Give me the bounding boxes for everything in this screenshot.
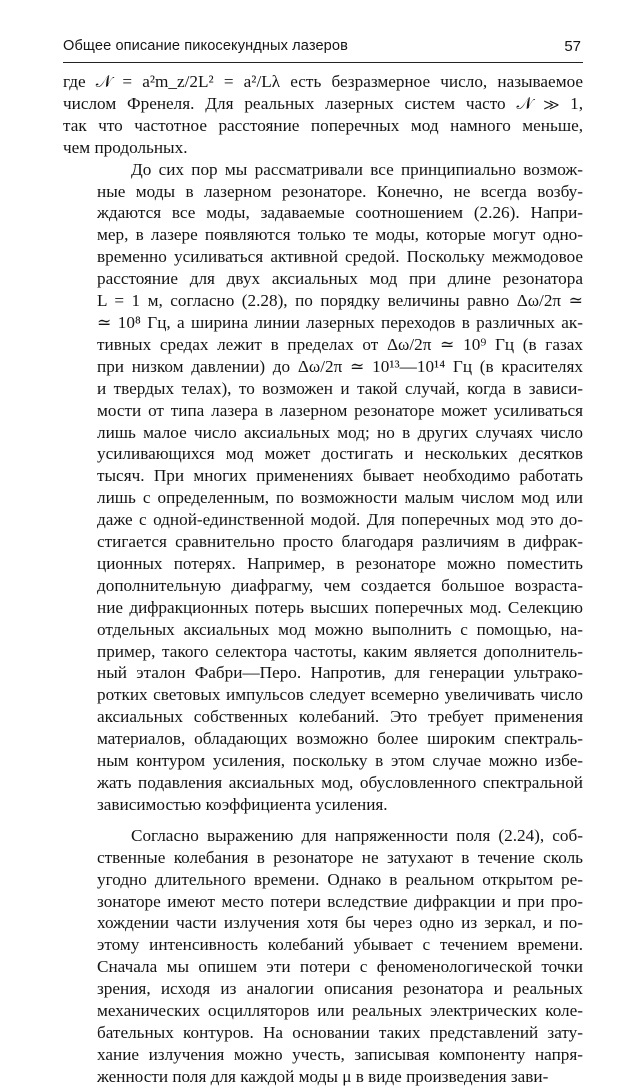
text-line: этому интенсивность колебаний убывает с течением времени. — [97, 935, 583, 955]
text-line: ционных потерях. Например, в резонаторе можно поместить — [97, 553, 583, 573]
paragraph-gap — [63, 816, 583, 825]
text-line: Согласно выражению для напряженности поля (2.24), соб- — [131, 825, 583, 845]
text-line: аксиальных собственных колебаний. Это требует применения — [97, 707, 583, 727]
text-line: отдельных аксиальных мод можно выполнить с помощью, на- — [97, 619, 583, 639]
running-header — [63, 38, 583, 63]
text-line: хание излучения можно учесть, записывая компоненту напря- — [97, 1044, 583, 1064]
text-line: мер, в лазере появляются только те моды, которые могут одно- — [97, 225, 583, 245]
text-line: тивных средах лежит в пределах от Δω/2π ≃ 10⁹ Гц (в газах — [97, 334, 583, 354]
text-line: усиливающихся мод может достигать и нескольких десятков — [97, 444, 583, 464]
text-line: временно усиливаться активной средой. Поскольку межмодовое — [97, 247, 583, 267]
text-line: женности поля для каждой моды μ в виде произведения зави- — [97, 1066, 549, 1086]
text-line: ние дифракционных потерь высших поперечных мод. Селекцию — [97, 597, 583, 617]
text-line: ные моды в лазерном резонаторе. Конечно, не всегда возбу- — [97, 181, 583, 201]
text-line: числом Френеля. Для реальных лазерных систем часто 𝒩 ≫ 1, — [63, 93, 583, 113]
paragraph — [63, 71, 583, 159]
text-line: чем продольных. — [63, 137, 188, 157]
text-line: где 𝒩 = a²m_z/2L² = a²/Lλ есть безразмерное число, называемое — [63, 72, 583, 91]
running-title: Общее описание пикосекундных лазеров — [63, 38, 348, 54]
text-line: расстояние для двух аксиальных мод при длине резонатора — [97, 269, 583, 289]
text-line: и твердых телах), то возможен и такой случай, когда в зависи- — [97, 378, 583, 398]
text-line: L = 1 м, согласно (2.28), по порядку величины равно Δω/2π ≃ — [97, 291, 583, 311]
text-line: До сих пор мы рассматривали все принципиально возмож- — [131, 159, 583, 179]
text-line: ный эталон Фабри—Перо. Напротив, для генерации ультрако- — [97, 663, 583, 683]
text-line: Сначала мы опишем эти потери с феноменологической точки — [97, 957, 583, 977]
paragraph — [63, 825, 583, 1088]
text-line: зависимостью коэффициента усиления. — [97, 794, 388, 814]
text-line: ≃ 10⁸ Гц, а ширина линии лазерных переходов в различных ак- — [97, 312, 583, 332]
text-line: жать подавления аксиальных мод, обусловленного спектральной — [97, 773, 583, 792]
page-number: 57 — [564, 38, 581, 55]
paragraph — [63, 159, 583, 816]
text-line: механических осцилляторов или реальных электрических коле- — [97, 1001, 583, 1021]
text-line: ждаются все моды, задаваемые соотношением (2.26). Напри- — [97, 203, 583, 223]
text-line: мости от типа лазера в лазерном резонаторе может усиливаться — [97, 400, 583, 420]
text-line: ным контуром усиления, поскольку в этом случае можно избе- — [97, 751, 583, 771]
text-line: материалов, обладающих возможно более широким спектраль- — [97, 729, 583, 749]
text-line: хождении части излучения хотя бы через одно из зеркал, и по- — [97, 913, 583, 933]
text-line: ственные колебания в резонаторе не затухают в течение сколь — [97, 847, 583, 867]
text-line: пример, такого селектора частоты, каким является дополнитель- — [97, 641, 583, 661]
text-line: зонаторе имеют место потери вследствие дифракции и при про- — [97, 891, 583, 911]
text-line: лишь с определенным, по возможности малым числом мод или — [97, 488, 583, 508]
text-line: ротких световых импульсов следует всемерно увеличивать число — [97, 685, 583, 705]
text-line: зрения, исходя из аналогии описания резонатора и реальных — [97, 979, 583, 999]
text-line: бательных контуров. На основании таких представлений зату- — [97, 1022, 583, 1042]
text-line: при низком давлении) до Δω/2π ≃ 10¹³—10¹⁴ Гц (в красителях — [97, 356, 583, 376]
text-line: дополнительную диафрагму, чем создается большое возраста- — [97, 575, 583, 595]
text-line: даже с одной-единственной модой. Для поперечных мод это до- — [97, 510, 583, 530]
text-line: тысяч. При многих применениях бывает необходимо работать — [97, 466, 583, 486]
body-text — [63, 71, 583, 1088]
text-line: так что частотное расстояние поперечных мод намного меньше, — [63, 115, 583, 135]
text-line: стигается сравнительно просто благодаря различиям в дифрак- — [97, 532, 583, 552]
text-line: угодно длительного времени. Однако в реальном открытом ре- — [97, 869, 583, 889]
text-line: лишь малое число аксиальных мод; но в других случаях число — [97, 422, 583, 442]
